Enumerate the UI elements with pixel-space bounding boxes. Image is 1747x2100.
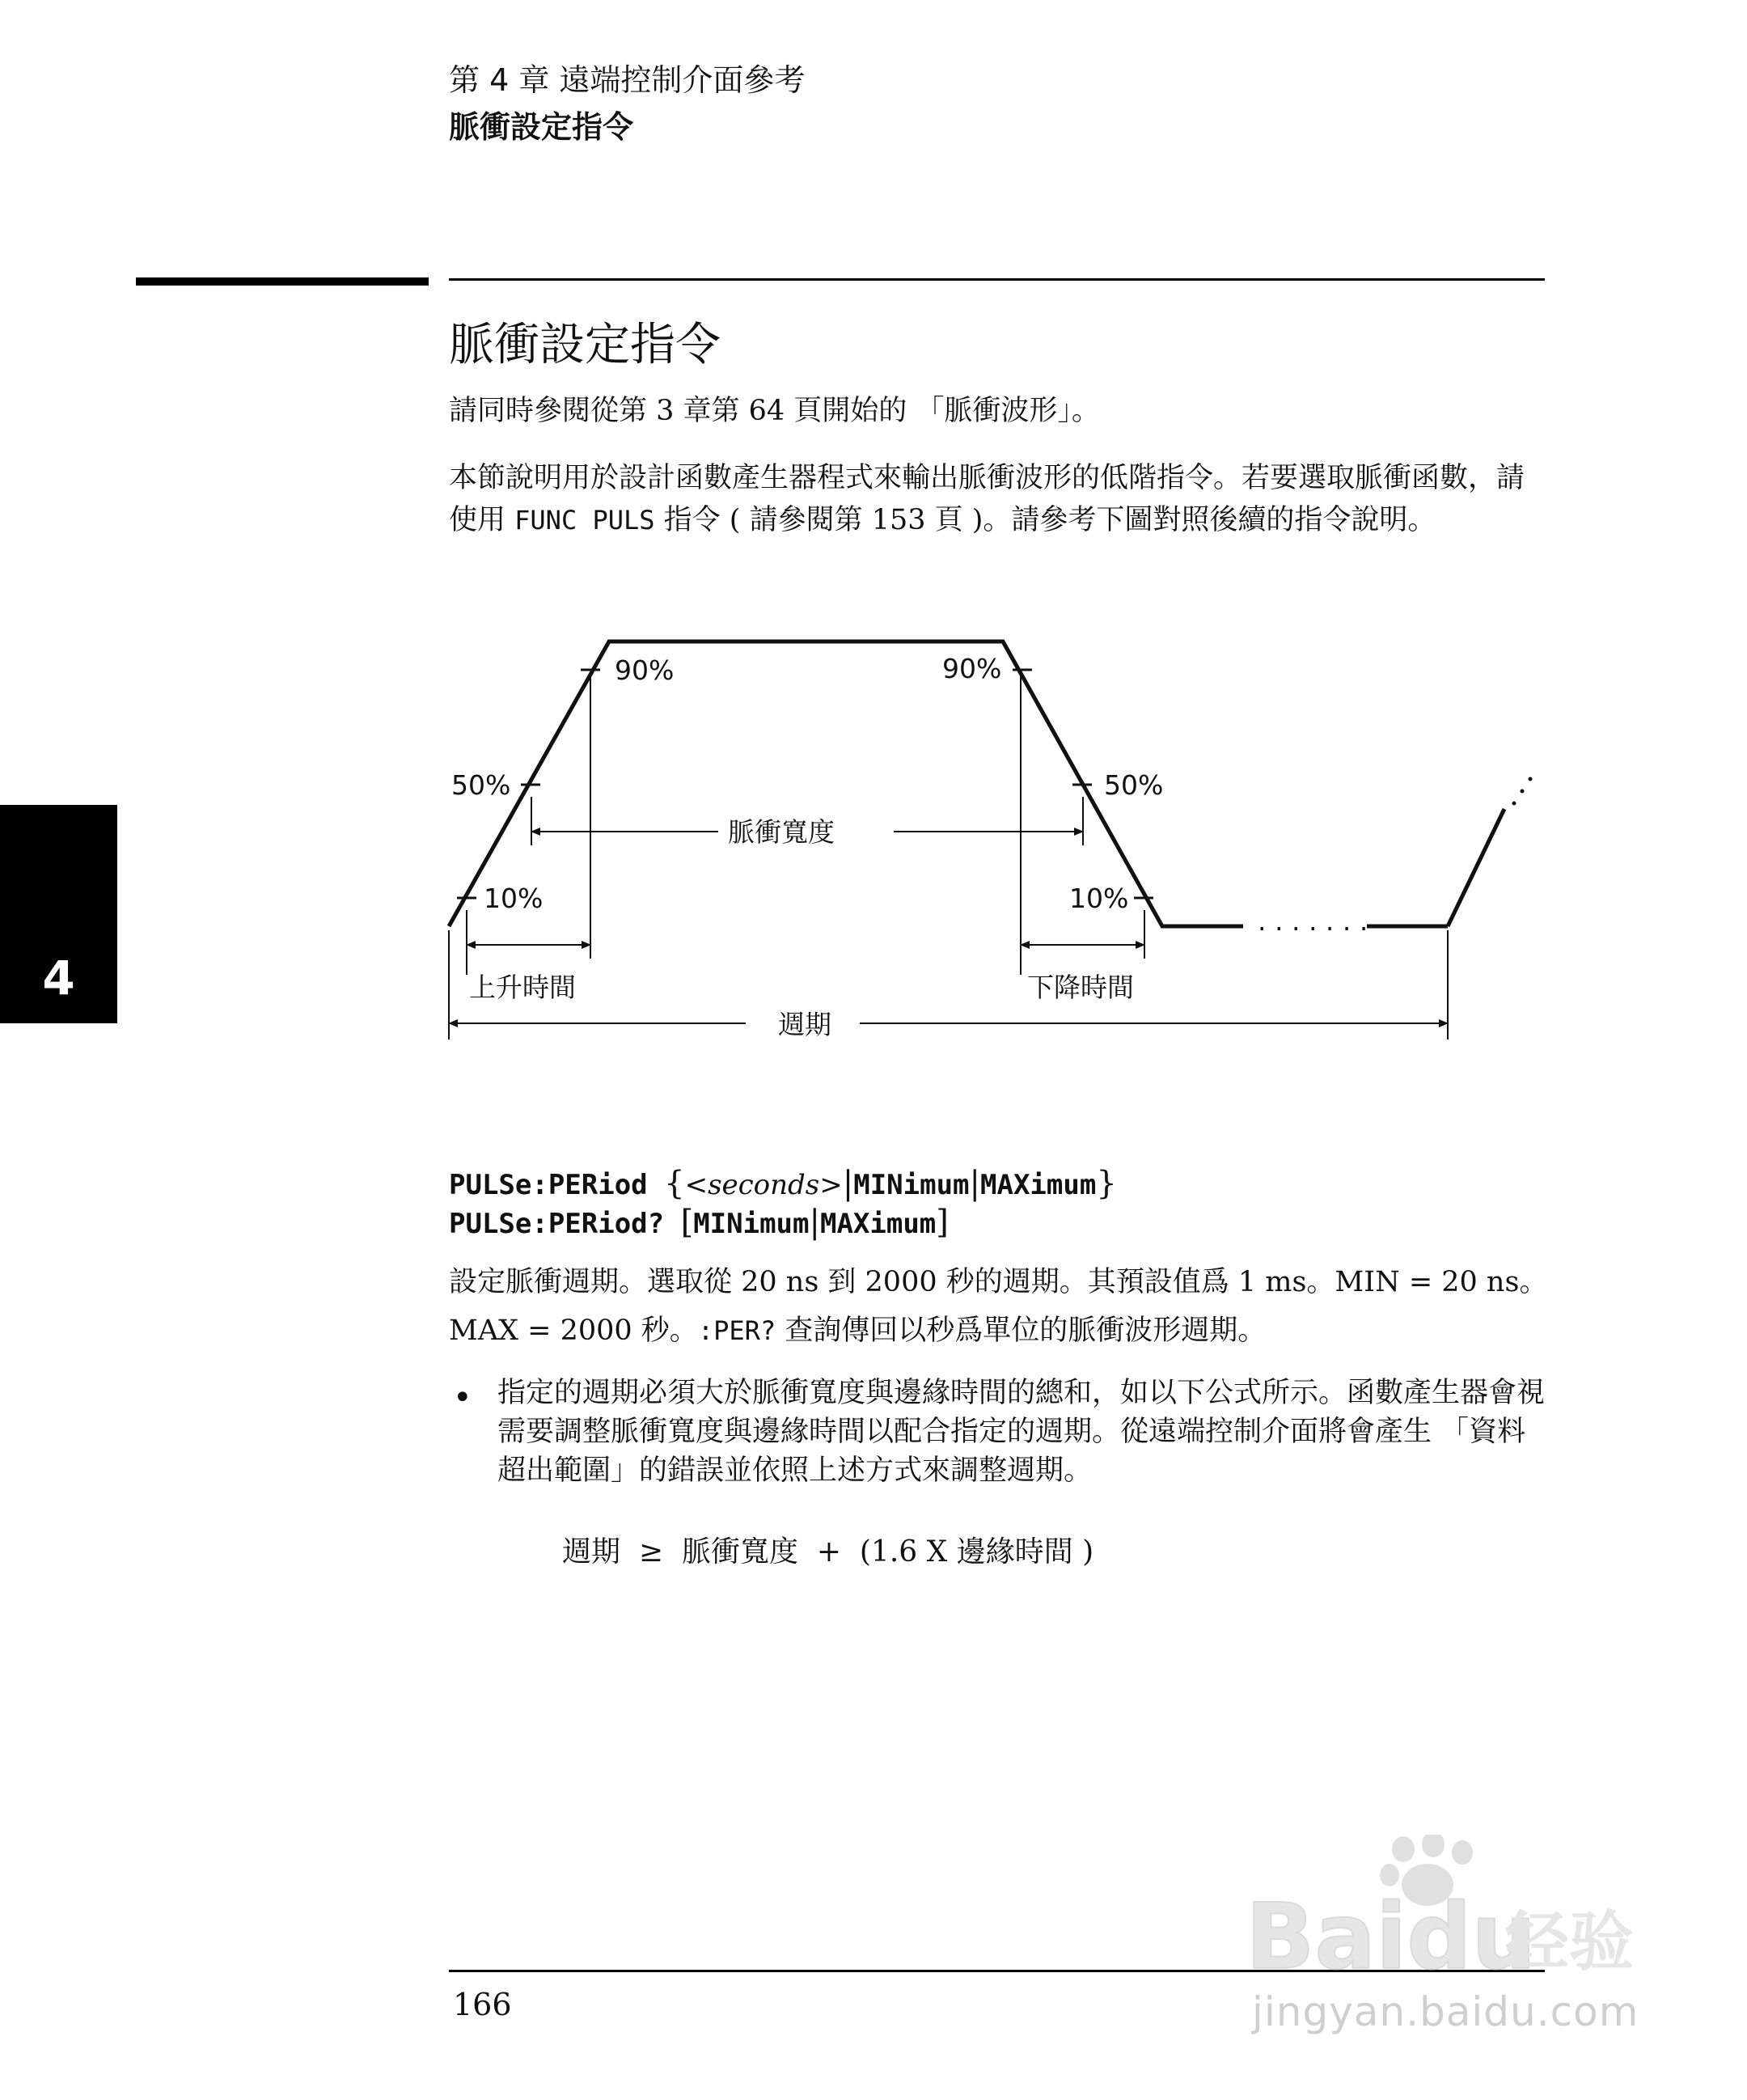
baidu-watermark-url: jingyan.baidu.com xyxy=(1252,1988,1639,2035)
command-pulse-period-query: PULSe:PERiod? xyxy=(449,1208,665,1240)
reference-lines xyxy=(449,675,1448,1039)
bullet-text: 指定的週期必須大於脈衝寬度與邊緣時間的總和，如以下公式所示。函數產生器會視需要調整脈衝寬度與邊緣時間以配合指定的週期。從遠端控制介面將會產生 「資料超出範圍」的錯誤並依照上述方式來調整週期。 xyxy=(497,1377,1546,1487)
intro-paragraph-1: 請同時參閱從第 3 章第 64 頁開始的 「脈衝波形」。 xyxy=(449,395,1100,427)
syntax-set-command: PULSe:PERiod {<seconds>|MINimum|MAXimum} xyxy=(449,1165,1117,1202)
param-minimum: MINimum xyxy=(853,1169,970,1201)
per-query-code: :PER? xyxy=(697,1315,776,1346)
tick-marks xyxy=(457,670,1153,898)
trailing-dots xyxy=(1512,777,1533,806)
param-seconds: <seconds> xyxy=(684,1169,843,1201)
param-maximum: MAXimum xyxy=(980,1169,1097,1201)
bullet-marker: • xyxy=(453,1379,472,1416)
intro-text-b: 指令 ( 請參閱第 153 頁 )。請參考下圖對照後續的指令說明。 xyxy=(654,504,1436,536)
period-formula: 週期 ≥ 脈衝寬度 + (1.6 X 邊緣時間 ) xyxy=(562,1535,1094,1569)
svg-text:经验: 经验 xyxy=(1504,1904,1634,1979)
label-10-right: 10% xyxy=(1069,883,1129,914)
baidu-watermark-logo xyxy=(1246,1835,1650,1988)
func-puls-code: FUNC PULS xyxy=(514,505,655,536)
command-pulse-period: PULSe:PERiod xyxy=(449,1169,648,1201)
label-rise-time: 上升時間 xyxy=(469,972,576,1003)
label-period: 週期 xyxy=(778,1009,831,1040)
query-param-maximum: MAXimum xyxy=(819,1208,937,1240)
period-description xyxy=(449,1258,1549,1355)
label-50-left: 50% xyxy=(451,769,511,801)
section-header: 脈衝設定指令 xyxy=(449,109,634,145)
intro-text-a: 本節說明用於設計函數產生器程式來輸出脈衝波形的低階指令。若要選取脈衝函數，請使用 xyxy=(449,462,1525,536)
page-title: 脈衝設定指令 xyxy=(449,319,721,371)
waveform-continuation-dots: . . . . . . . xyxy=(1258,905,1368,937)
label-10-left: 10% xyxy=(484,883,544,914)
description-text-b: 查詢傳回以秒爲單位的脈衝波形週期。 xyxy=(776,1315,1267,1347)
query-param-minimum: MINimum xyxy=(693,1208,810,1240)
page-number: 166 xyxy=(453,1987,512,2022)
label-90-left: 90% xyxy=(615,654,675,686)
label-90-right: 90% xyxy=(942,653,1002,684)
svg-text:Baidu: Baidu xyxy=(1246,1885,1537,1988)
chapter-header: 第 4 章 遠端控制介面參考 xyxy=(449,62,806,98)
description-text-a: 設定脈衝週期。選取從 20 ns 到 2000 秒的週期。其預設值爲 1 ms。MIN = 20 ns。MAX = 2000 秒。 xyxy=(449,1266,1548,1347)
label-fall-time: 下降時間 xyxy=(1027,972,1134,1003)
label-pulse-width: 脈衝寬度 xyxy=(728,816,835,848)
chapter-tab-number: 4 xyxy=(42,951,75,1006)
syntax-query-command: PULSe:PERiod? [MINimum|MAXimum] xyxy=(449,1204,949,1241)
label-50-right: 50% xyxy=(1104,769,1164,801)
next-rising-edge xyxy=(1448,809,1504,926)
